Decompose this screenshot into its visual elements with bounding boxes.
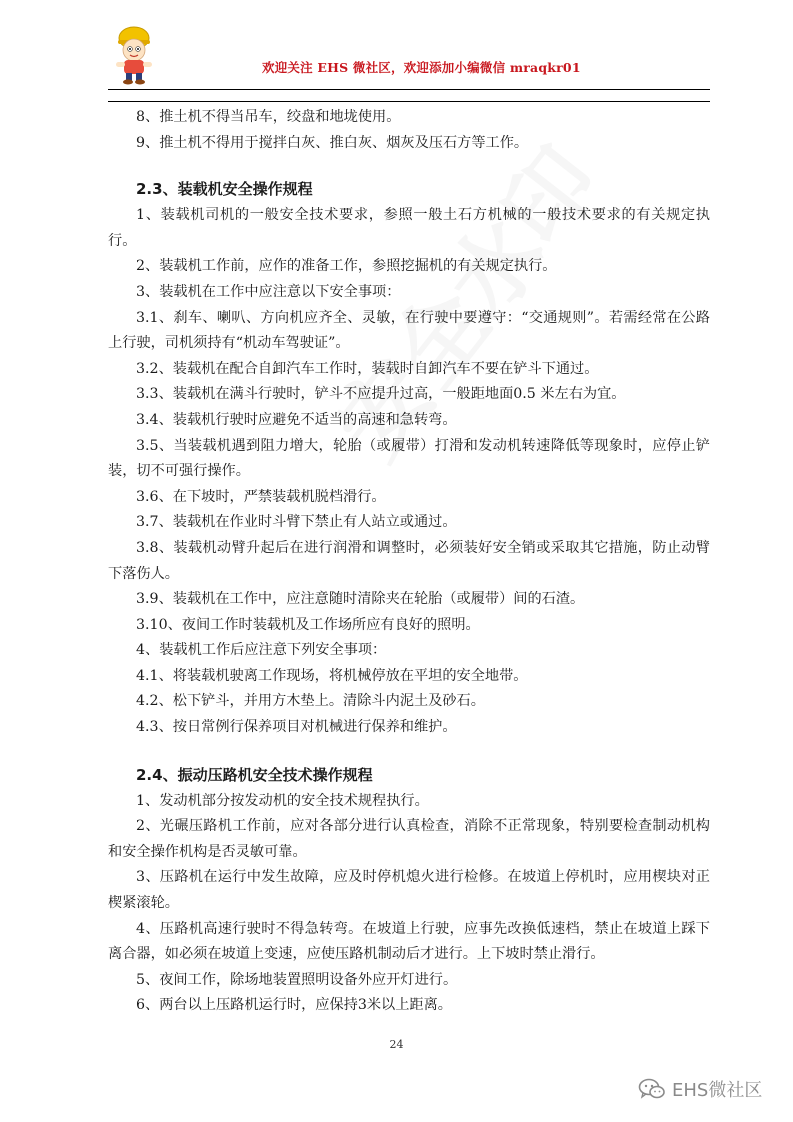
paragraph: 3.2、装载机在配合自卸汽车工作时，装载时自卸汽车不要在铲斗下通过。: [136, 360, 599, 377]
paragraph: 3、压路机在运行中发生故障，应及时停机熄火进行检修。在坡道上停机时，应用楔块对正楔紧滚轮。: [108, 869, 710, 912]
paragraph: 3.6、在下坡时，严禁装载机脱档滑行。: [136, 488, 386, 505]
paragraph: 2、装载机工作前，应作的准备工作，参照挖掘机的有关规定执行。: [136, 258, 557, 275]
footer-brand: [638, 1076, 762, 1102]
paragraph: 3.8、装载机动臂升起后在进行润滑和调整时，必须装好安全销或采取其它措施，防止动臂下落伤人。: [108, 539, 710, 582]
paragraph: 1、装载机司机的一般安全技术要求，参照一般土石方机械的一般技术要求的有关规定执行。: [108, 207, 710, 249]
paragraph: 8、推土机不得当吊车，绞盘和地垅使用。: [136, 109, 401, 125]
paragraph: 3.7、装载机在作业时斗臂下禁止有人站立或通过。: [136, 514, 457, 531]
header-rule-top: [108, 89, 710, 90]
paragraph: 3.3、装载机在满斗行驶时，铲斗不应提升过高，一般距地面0.5 米左右为宜。: [136, 386, 626, 403]
section-heading: 2.4、振动压路机安全技术操作规程: [136, 765, 373, 784]
paragraph: 9、推土机不得用于搅拌白灰、推白灰、烟灰及压石方等工作。: [136, 134, 529, 151]
paragraph: 3.4、装载机行驶时应避免不适当的高速和急转弯。: [136, 411, 457, 428]
footer-brand-text: EHS微社区: [672, 1080, 763, 1101]
paragraph: 3.10、夜间工作时装载机及工作场所应有良好的照明。: [136, 616, 480, 633]
section-heading: 2.3、装载机安全操作规程: [136, 180, 313, 199]
paragraph: 4.1、将装载机驶离工作现场，将机械停放在平坦的安全地带。: [136, 667, 528, 684]
paragraph: 3.9、装载机在工作中，应注意随时清除夹在轮胎（或履带）间的石渣。: [136, 591, 585, 608]
paragraph: 3.1、刹车、喇叭、方向机应齐全、灵敏，在行驶中要遵守：“交通规则”。若需经常在公路上行驶，司机须持有“机动车驾驶证”。: [108, 309, 710, 352]
wechat-icon: [638, 1077, 666, 1101]
paragraph: 6、两台以上压路机运行时，应保持3米以上距离。: [136, 997, 452, 1014]
paragraph: 4、装载机工作后应注意下列安全事项：: [136, 642, 387, 659]
paragraph: 4.2、松下铲斗，并用方木垫上。清除斗内泥土及砂石。: [136, 693, 485, 710]
page-number: 24: [389, 1038, 404, 1051]
document-body: [108, 105, 710, 1019]
paragraph: 5、夜间工作，除场地装置照明设备外应开灯进行。: [136, 971, 458, 988]
header-banner: 欢迎关注 EHS 微社区，欢迎添加小编微信 mraqkr01: [262, 60, 581, 75]
paragraph: 3.5、当装载机遇到阻力增大，轮胎（或履带）打滑和发动机转速降低等现象时，应停止铲装，切不可强行操作。: [108, 437, 710, 480]
paragraph: 3、装载机在工作中应注意以下安全事项：: [136, 283, 401, 300]
header-rule-bottom: [108, 101, 710, 102]
paragraph: 4、压路机高速行驶时不得急转弯。在坡道上行驶，应事先改换低速档，禁止在坡道上踩下离合器，如必须在坡道上变速，应使压路机制动后才进行。上下坡时禁止滑行。: [108, 920, 710, 963]
paragraph: 1、发动机部分按发动机的安全技术规程执行。: [136, 792, 429, 809]
paragraph: 2、光碾压路机工作前，应对各部分进行认真检查，消除不正常现象，特别要检查制动机构和安全操作机构是否灵敏可靠。: [108, 818, 710, 860]
paragraph: 4.3、按日常例行保养项目对机械进行保养和维护。: [136, 719, 457, 736]
mascot-logo-icon: [108, 24, 160, 86]
